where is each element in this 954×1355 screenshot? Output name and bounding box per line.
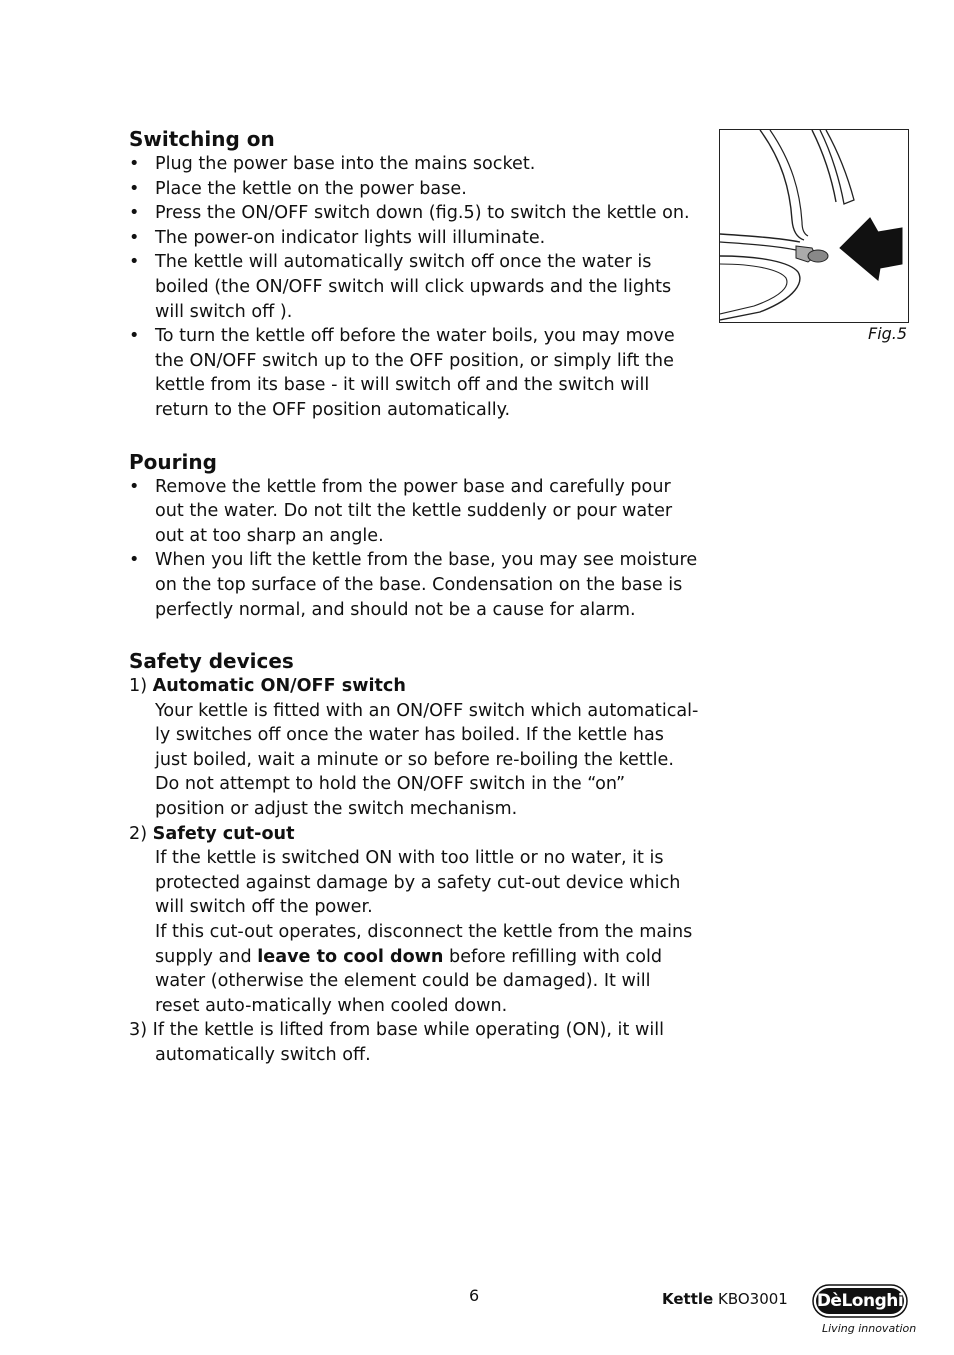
section-title: Pouring <box>129 449 217 474</box>
list-item: • Plug the power base into the mains socket. <box>129 152 699 177</box>
emphasis-text: leave to cool down <box>257 946 444 967</box>
safety-item-2-text: If the kettle is switched ON with too little or no water, it is protected against damage by a safety cut-out device which will switch off the power. <box>155 848 681 918</box>
text-run: If this cut-out operates, disconnect the kettle from the mains supply and <box>155 922 693 967</box>
section-pouring <box>129 449 699 623</box>
item-heading: Safety cut-out <box>152 823 295 844</box>
safety-item-1-text: Your kettle is fitted with an ON/OFF switch which automatical-ly switches off once the water has boiled. If the kettle has just boiled, wait a minute or so before re-boiling the kettle. Do not attempt to hold the ON/OFF switch in the “on” position or adjust the switch mechanism. <box>155 700 699 820</box>
safety-item-1-heading <box>129 674 699 699</box>
safety-item-3: 3) If the kettle is lifted from base while operating (ON), it will automatically switch off. <box>129 1020 664 1065</box>
list-item: • The kettle will automatically switch off once the water is boiled (the ON/OFF switch will click upwards and the lights will switch off ). <box>129 250 699 324</box>
bullet-list <box>129 152 699 423</box>
list-item: • The power-on indicator lights will illuminate. <box>129 226 699 251</box>
main-content <box>129 126 699 1068</box>
list-item: • To turn the kettle off before the water boils, you may move the ON/OFF switch up to the OFF position, or simply lift the kettle from its base - it will switch off and the switch will return to the OFF position automatically. <box>129 324 699 422</box>
kettle-switch-arrow-icon <box>720 130 908 322</box>
text-run: before refilling with cold water (otherwise the element could be damaged). It will reset auto-matically when cooled down. <box>155 946 663 1016</box>
page-number: 6 <box>469 1286 480 1305</box>
safety-item-2-heading <box>129 822 699 847</box>
product-model <box>662 1290 788 1308</box>
section-switching-on <box>129 126 699 423</box>
bullet-list <box>129 475 699 623</box>
model-number: KBO3001 <box>717 1290 788 1308</box>
kettle-switch-figure <box>719 129 909 323</box>
section-safety-devices <box>129 648 699 1068</box>
list-item: • Place the kettle on the power base. <box>129 177 699 202</box>
list-item: • When you lift the kettle from the base, you may see moisture on the top surface of the base. Condensation on the base is perfectly normal, and should not be a cause for alarm. <box>129 548 699 622</box>
list-item: • Remove the kettle from the power base and carefully pour out the water. Do not tilt the kettle suddenly or pour water out at too sharp an angle. <box>129 475 699 549</box>
figure-caption: Fig.5 <box>868 324 908 343</box>
item-heading: Automatic ON/OFF switch <box>152 676 406 697</box>
section-title: Switching on <box>129 127 275 151</box>
brand-name: DèLonghi <box>816 1291 904 1311</box>
brand-tagline: Living innovation <box>822 1322 917 1335</box>
section-title: Safety devices <box>129 649 294 674</box>
product-name: Kettle <box>662 1290 714 1308</box>
safety-item-2-text-2 <box>129 920 699 1018</box>
list-item: • Press the ON/OFF switch down (fig.5) to switch the kettle on. <box>129 201 699 226</box>
brand-logo <box>812 1284 908 1318</box>
item-number: 1) <box>129 676 148 697</box>
item-number: 2) <box>129 823 148 844</box>
